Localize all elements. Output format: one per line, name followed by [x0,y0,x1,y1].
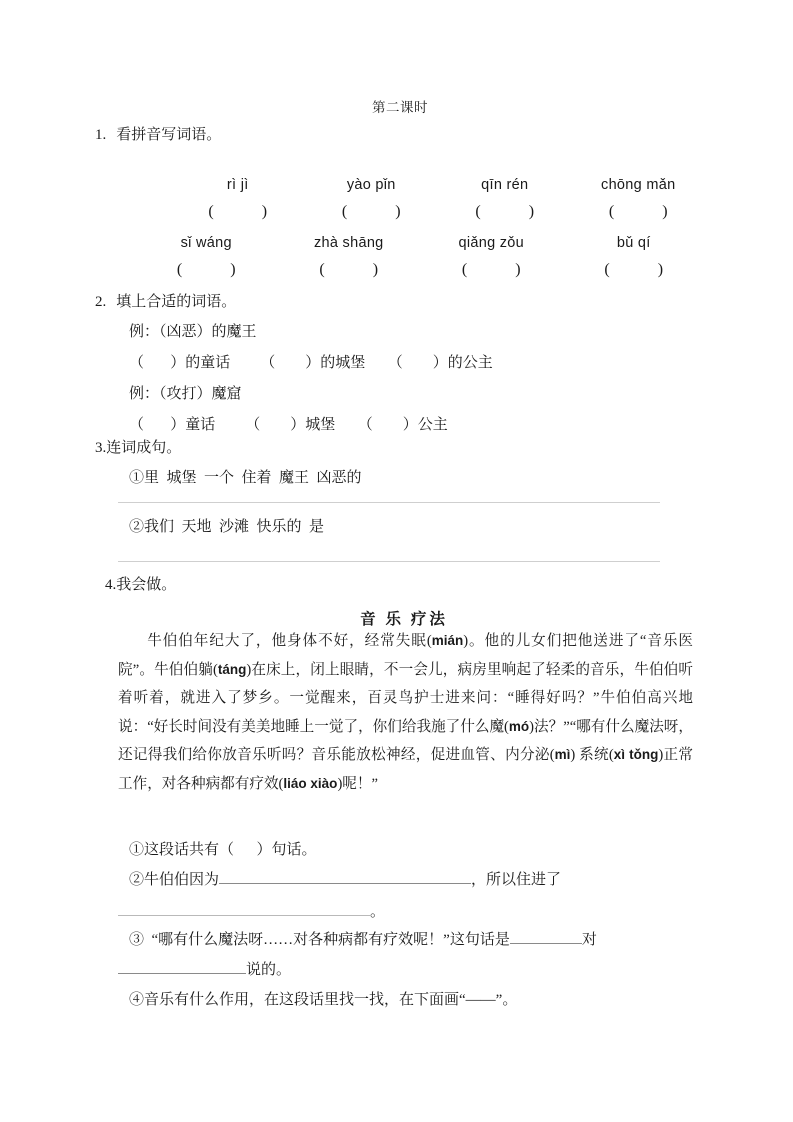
pinyin-row-2 [95,230,705,256]
exercise2-blank-row-1[interactable]: （ ）的童话 （ ）的城堡 （ ）的公主 [129,355,493,371]
answer-rule-2[interactable] [118,561,660,562]
exercise1-heading [95,120,705,150]
question-3-text-mid: 对 [581,932,597,948]
passage-part-4: )法？”“哪有什么魔法呀，还记得我们给你放音乐听吗？音乐能放松神经，促进血管、内分泌( [118,718,693,763]
passage-part-1: 牛伯伯年纪大了，他身体不好，经常失眠( [147,633,432,649]
exercise2-prompt: 填上合适的词语。 [116,294,237,310]
answer-bracket-row-1 [95,198,705,226]
passage-part-7: )呢！” [337,775,378,792]
passage-pinyin-mian: mián [431,633,464,648]
exercise1-number: 1. [95,127,107,143]
passage-part-3: )在床上，闭上眼睛，不一会儿，病房里响起了轻柔的音乐，牛伯伯听着听着，就进入了梦乡。一觉醒来，百灵鸟护士进来问：“睡得好吗？”牛伯伯高兴地说：“好长时间没有美美地睡上一觉了，你们给我施了什么魔( [118,661,693,735]
exercise2-heading [95,287,715,317]
exercise2-number: 2. [95,294,107,310]
answer-bracket-5[interactable]: ( ) [176,261,236,278]
question-3-blank-1[interactable] [510,928,582,944]
exercise4-prompt: 我会做。 [116,577,177,593]
exercise2-example-1: 例：（凶恶）的魔王 [129,324,257,340]
passage-part-5: ) 系统( [570,747,614,763]
exercise3-item-1: ①里 城堡 一个 住着 魔王 凶恶的 [129,470,362,486]
answer-bracket-6[interactable]: ( ) [319,261,379,278]
exercise3-item-2: ②我们 天地 沙滩 快乐的 是 [129,519,325,535]
answer-bracket-3[interactable]: ( ) [475,203,535,220]
passage-title: 音 乐 疗法 [360,611,448,628]
pinyin-1: rì jì [226,177,249,193]
pinyin-row-1 [95,172,705,198]
answer-bracket-1[interactable]: ( ) [208,203,268,220]
question-2-text-before: ②牛伯伯因为 [129,872,220,888]
exercise3-prompt: 连词成句。 [106,440,182,456]
pinyin-8: bǔ qí [616,235,651,251]
answer-bracket-8[interactable]: ( ) [604,261,664,278]
pinyin-6: zhà shāng [313,235,384,251]
answer-bracket-7[interactable]: ( ) [461,261,521,278]
answer-bracket-2[interactable]: ( ) [341,203,401,220]
pinyin-5: sǐ wáng [180,235,232,251]
question-3 [95,925,735,955]
exercise1-prompt: 看拼音写词语。 [116,127,222,143]
question-3-continuation [118,955,738,985]
question-1[interactable]: ①这段话共有（ ）句话。 [129,842,317,858]
passage-body [118,627,693,798]
question-2-continuation [118,897,738,927]
pinyin-4: chōng mǎn [601,177,676,193]
exercise4-heading [95,570,715,600]
passage-pinyin-mi: mì [554,747,571,762]
question-2-period: 。 [370,904,386,920]
exercise3-number: 3. [95,440,107,456]
pinyin-2: yào pǐn [346,177,396,193]
passage-pinyin-mo: mó [508,718,530,734]
question-3-text-before: ③ “哪有什么魔法呀……对各种病都有疗效呢！”这句话是 [129,932,510,948]
question-2-blank-1[interactable] [219,868,471,884]
pinyin-7: qiǎng zǒu [458,235,525,251]
answer-bracket-row-2 [95,256,705,284]
passage-pinyin-tang: táng [217,661,247,677]
passage-part-2: )。他的儿女们把他送进了“音乐医院”。牛伯伯躺( [118,633,693,678]
passage-pinyin-xitong: xì tǒng [613,747,659,762]
question-3-text-after: 说的。 [246,962,292,978]
passage-pinyin-liaoxiao: liáo xiào [283,775,338,791]
question-4: ④音乐有什么作用，在这段话里找一找，在下面画“——”。 [129,992,518,1008]
exercise4-number: 4. [105,577,117,593]
exercise2-example-2: 例：（攻打）魔窟 [129,386,242,402]
question-2 [95,865,715,895]
passage-part-6: )正常工作，对各种病都有疗效( [118,747,693,792]
exercise2-blank-row-2[interactable]: （ ）童话 （ ）城堡 （ ）公主 [129,417,448,433]
question-2-text-after: ，所以住进了 [471,872,562,888]
question-2-blank-2[interactable] [118,900,370,916]
answer-bracket-4[interactable]: ( ) [608,203,668,220]
answer-rule-1[interactable] [118,502,660,503]
exercise3-heading [95,433,715,463]
pinyin-3: qīn rén [481,177,529,193]
question-3-blank-2[interactable] [118,958,246,974]
page-title: 第二课时 [372,100,428,115]
